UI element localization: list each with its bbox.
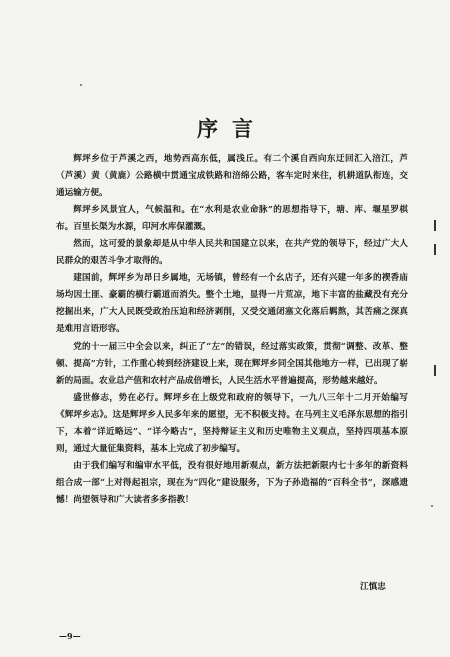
page-title: 序言	[197, 116, 267, 141]
margin-mark	[434, 365, 436, 376]
paragraph-compilation: 盛世修志，势在必行。辉坪乡在上级党和政府的领导下，一九八三年十二月开始编写《辉坪乡志》。这是辉坪乡人民多年来的愿望，无不积极支持。在马列主义毛泽东思想的指引下，本着“详近略远”、“详今略古”，坚持辩证主义和历史唯物主义观点，坚持四项基本原则，通过大量征集资料，基本上完成了初步编写。	[56, 392, 408, 454]
author-signature: 江慎忠	[360, 582, 386, 592]
paragraph-before-liberation: 建国前，辉坪乡为昂日乡属地，无场镇，曾经有一个幺店子，还有兴建一年多的禊香庙场均因土匪、豪霸的横行霸道而消失。整个土地，显得一片荒凉，地下丰富的盐藏没有充分挖掘出来，广大人民既受政治压迫和经济剥削，又受交通闭塞文化落后羁熬，其苦痛之深真是难用言语形容。	[56, 273, 408, 335]
paragraph-scenery: 辉坪乡风景宜人，气候温和。在“水利是农业命脉”的思想指导下，塘、库、堰星罗棋布。百里长渠为水源，印河水库保灌溉。	[56, 205, 408, 233]
paragraph-reform: 党的十一届三中全会以来，纠正了“左”的错误，经过落实政策，贯彻“调整、改革、整顿、提高”方针，工作重心转到经济建设上来，现在辉坪乡同全国其他地方一样，已出现了崭新的局面。农业总产值和农村产品成倍增长，人民生活水平普遍提高，形势越来越好。	[56, 341, 408, 386]
scan-speck	[431, 505, 433, 507]
preface-body	[56, 151, 408, 509]
paragraph-location: 辉坪乡位于芦溪之西，地势西高东低，属浅丘。有二个溪自西向东迂回汇入涪江，芦（芦溪）黄（黄鹿）公路横中贯通宝成铁路和涪绵公路，客车定时来往，机耕道队衔连，交通运输方便。	[56, 154, 408, 199]
scan-speck	[80, 84, 82, 86]
margin-mark	[434, 244, 436, 255]
paragraph-struggle: 然而，这可爱的景象却是从中华人民共和国建立以来，在共产党的领导下，经过广大人民群众的艰苦斗争才取得的。	[56, 239, 408, 267]
paragraph-apology: 由于我们编写和编审水平低，没有很好地用新观点，新方法把新限内七十多年的新资料组合成一部“上对得起祖宗，现在为“四化”建设服务，下为子孙造福的“百科全书”，深感遗憾！尚望领导和广大读者多多指教！	[56, 460, 408, 505]
page-number: —9—	[59, 631, 81, 641]
margin-mark	[434, 220, 436, 231]
